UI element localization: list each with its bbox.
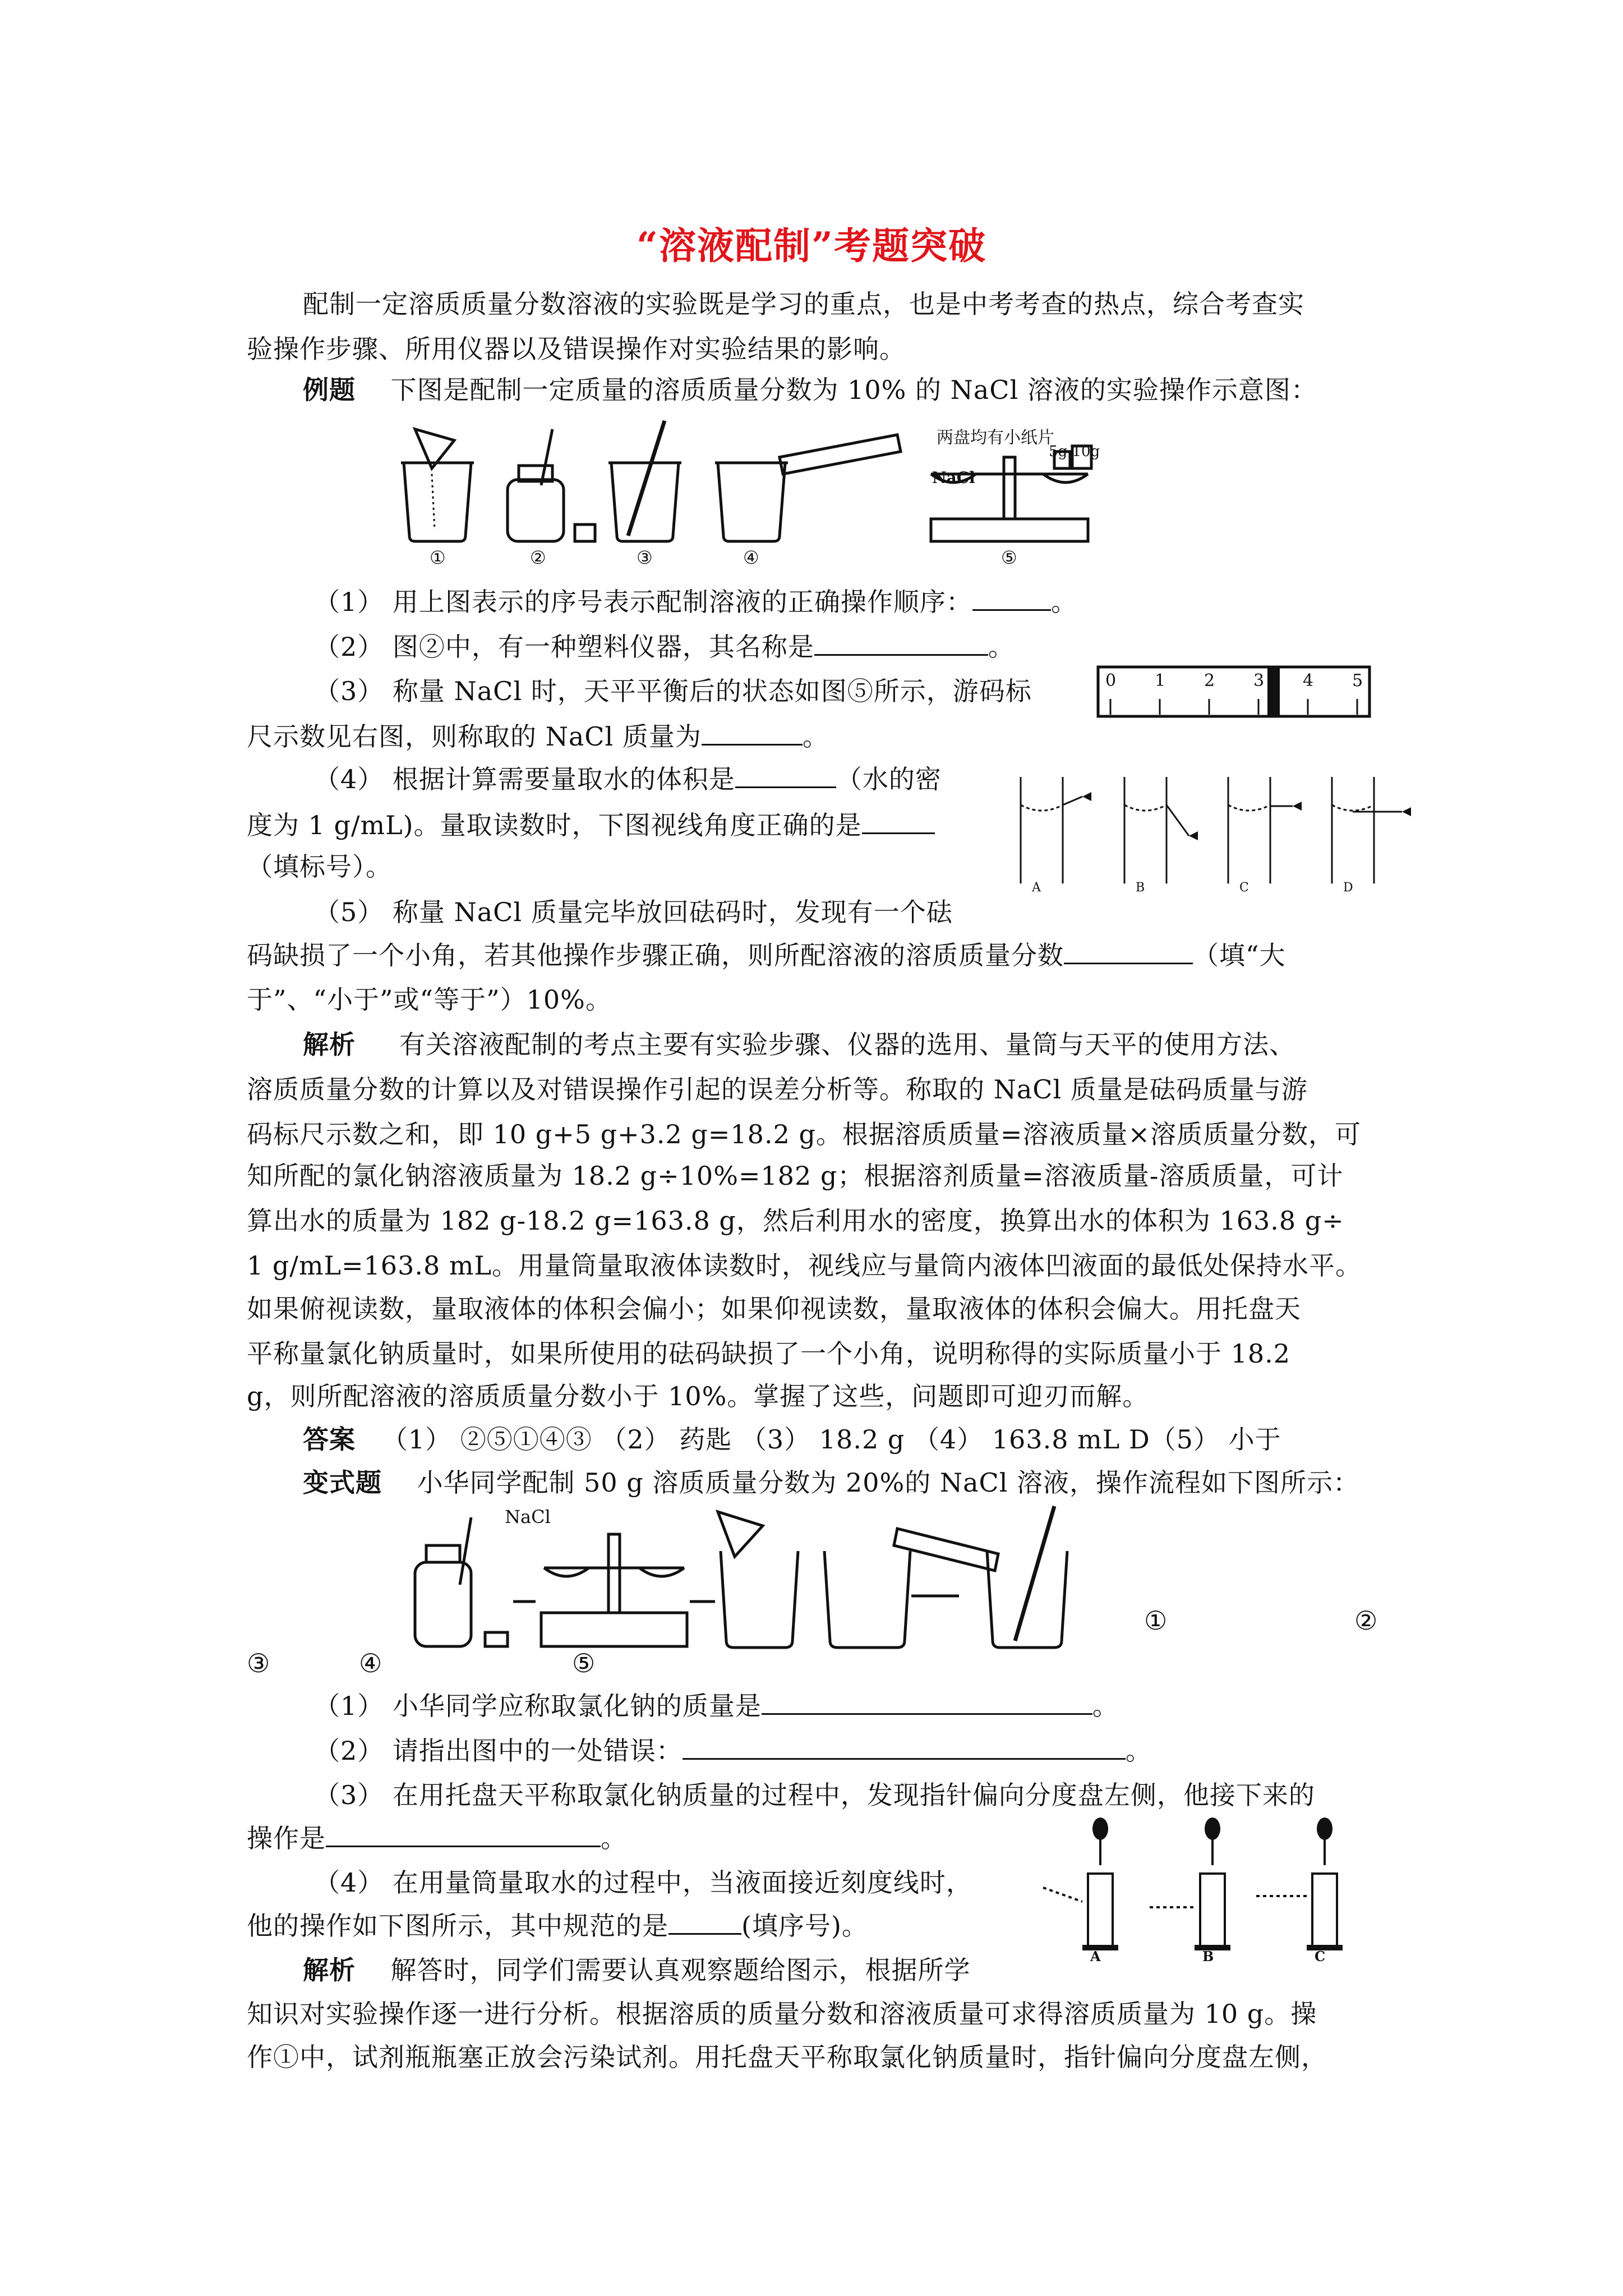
variant-q1: （1） 小华同学应称取氯化钠的质量是 。 xyxy=(314,1688,1119,1723)
analysis-1-line: 知所配的氯化钠溶液质量为 18.2 g÷10%=182 g；根据溶剂质量=溶液质量-溶质质量，可计 xyxy=(247,1161,1344,1191)
stopper xyxy=(575,524,595,541)
step-label: ④ xyxy=(743,547,759,568)
analysis-1-line: 溶质质量分数的计算以及对错误操作引起的误差分析等。称取的 NaCl 质量是砝码质量与游 xyxy=(247,1074,1308,1105)
example-q4-c: （填标号）。 xyxy=(247,852,392,882)
page-title: “溶液配制”考题突破 xyxy=(637,224,986,268)
cylinder-label: D xyxy=(1343,881,1353,895)
cylinder-label: A xyxy=(1090,1948,1101,1964)
intro-line-2: 验操作步骤、所用仪器以及错误操作对实验结果的影响。 xyxy=(247,334,906,364)
analysis-label: 解析 xyxy=(303,1955,356,1985)
step-label: ③ xyxy=(247,1648,270,1678)
rider-ruler: 0 1 2 3 4 5 xyxy=(1096,665,1371,719)
reagent-bottle xyxy=(508,480,564,541)
rider xyxy=(1267,667,1280,716)
nacl-label: NaCl xyxy=(932,468,975,487)
analysis-1-line: g，则所配溶液的溶质质量分数小于 10%。掌握了这些，问题即可迎刃而解。 xyxy=(247,1381,1149,1411)
cylinder-label: C xyxy=(1239,881,1249,895)
example-text: 下图是配制一定质量的溶质质量分数为 10% 的 NaCl 溶液的实验操作示意图： xyxy=(390,375,1317,405)
beaker-1 xyxy=(404,463,471,541)
example-q3-a: （3） 称量 NaCl 时，天平平衡后的状态如图⑤所示，游码标 xyxy=(314,676,1032,706)
variant-q3-b: 操作是 。 xyxy=(247,1821,627,1855)
cylinder-label: B xyxy=(1202,1948,1214,1964)
analysis-1-line: 平称量氯化钠质量时，如果所使用的砝码缺损了一个小角，说明称得的实际质量小于 18.2 xyxy=(247,1338,1291,1369)
analysis-1-line: 如果俯视读数，量取液体的体积会偏小；如果仰视读数，量取液体的体积会偏大。用托盘天 xyxy=(247,1294,1301,1324)
example-q5-b: 码缺损了一个小角，若其他操作步骤正确，则所配溶液的溶质质量分数 （填“大 xyxy=(247,938,1286,972)
answer-1: 答案 （1） ②⑤①④③ （2） 药匙 （3） 18.2 g （4） 163.8 mL D（5） 小于 xyxy=(303,1424,1281,1455)
example-q5-a: （5） 称量 NaCl 质量完毕放回砝码时，发现有一个砝 xyxy=(314,897,953,927)
analysis-1-line: 算出水的质量为 182 g-18.2 g=163.8 g，然后利用水的密度，换算出水的体积为 163.8 g÷ xyxy=(247,1205,1344,1236)
cylinder-label: C xyxy=(1315,1948,1326,1964)
example-q5-c: 于”、“小于”或“等于”）10%。 xyxy=(247,984,612,1015)
cylinder-label: B xyxy=(1136,881,1145,895)
example-label: 例题 xyxy=(303,375,356,405)
step-label: ② xyxy=(1354,1605,1378,1636)
analysis-1-line: 码标尺示数之和，即 10 g+5 g+3.2 g=18.2 g。根据溶质质量=溶液质量×溶质质量分数，可 xyxy=(247,1119,1361,1149)
example-operation-figure xyxy=(393,418,1380,586)
example-q1: （1） 用上图表示的序号表示配制溶液的正确操作顺序： 。 xyxy=(314,585,1077,619)
step-label: ① xyxy=(1144,1605,1168,1636)
measuring-cylinder xyxy=(780,435,901,474)
step-label: ⑤ xyxy=(1001,547,1017,568)
analysis-2-line: 解析 解答时，同学们需要认真观察题给图示，根据所学 xyxy=(303,1955,971,1985)
glass-rod xyxy=(628,421,665,536)
example-q4-a: （4） 根据计算需要量取水的体积是 （水的密 xyxy=(314,762,942,796)
example-q3-b: 尺示数见右图，则称取的 NaCl 质量为 。 xyxy=(247,719,829,753)
variant-operation-figure xyxy=(404,1501,1144,1658)
step-label: ① xyxy=(430,547,446,568)
spoon xyxy=(541,429,552,485)
example-prompt xyxy=(303,373,1317,407)
answer-label: 答案 xyxy=(303,1424,356,1455)
analysis-2-line: 作①中，试剂瓶瓶塞正放会污染试剂。用托盘天平称取氯化钠质量时，指针偏向分度盘左侧， xyxy=(247,2042,1327,2072)
analysis-2-line: 知识对实验操作逐一进行分析。根据溶质的质量分数和溶液质量可求得溶质质量为 10 g。操 xyxy=(247,1999,1317,2029)
analysis-1-line: 解析 有关溶液配制的考点主要有实验步骤、仪器的选用、量筒与天平的使用方法、 xyxy=(303,1029,1296,1060)
variant-label: 变式题 xyxy=(303,1467,382,1498)
nacl-label: NaCl xyxy=(505,1506,551,1527)
intro-line-1: 配制一定溶质质量分数溶液的实验既是学习的重点，也是中考考查的热点，综合考查实 xyxy=(303,289,1304,319)
step-label: ⑤ xyxy=(572,1648,596,1678)
cylinder-label: A xyxy=(1032,881,1041,895)
example-q4-b: 度为 1 g/mL)。量取读数时，下图视线角度正确的是 xyxy=(247,808,935,842)
step-label: ④ xyxy=(359,1648,382,1678)
variant-prompt: 变式题 小华同学配制 50 g 溶质质量分数为 20%的 NaCl 溶液，操作流程如下图所示： xyxy=(303,1467,1360,1498)
weights-label: 5g 10g xyxy=(1049,443,1100,460)
analysis-1-line: 1 g/mL=163.8 mL。用量筒量取液体读数时，视线应与量筒内液体凹液面的最低处保持水平。 xyxy=(247,1250,1362,1281)
balance-note: 两盘均有小纸片 xyxy=(937,428,1054,448)
glass-rod xyxy=(1015,1506,1054,1641)
variant-q3-a: （3） 在用托盘天平称取氯化钠质量的过程中，发现指针偏向分度盘左侧，他接下来的 xyxy=(314,1780,1315,1810)
example-q2: （2） 图②中，有一种塑料仪器，其名称是 。 xyxy=(314,629,1015,664)
reading-angle-figure xyxy=(1009,771,1424,906)
step-label: ③ xyxy=(637,547,653,568)
analysis-label: 解析 xyxy=(303,1029,356,1060)
variant-q4-a: （4） 在用量筒量取水的过程中，当液面接近刻度线时， xyxy=(314,1867,972,1898)
variant-q4-b: 他的操作如下图所示，其中规范的是 (填序号)。 xyxy=(247,1908,868,1943)
dropper-cylinder-figure xyxy=(1021,1803,1374,1964)
step-label: ② xyxy=(530,547,546,568)
variant-q2: （2） 请指出图中的一处错误： 。 xyxy=(314,1733,1152,1768)
